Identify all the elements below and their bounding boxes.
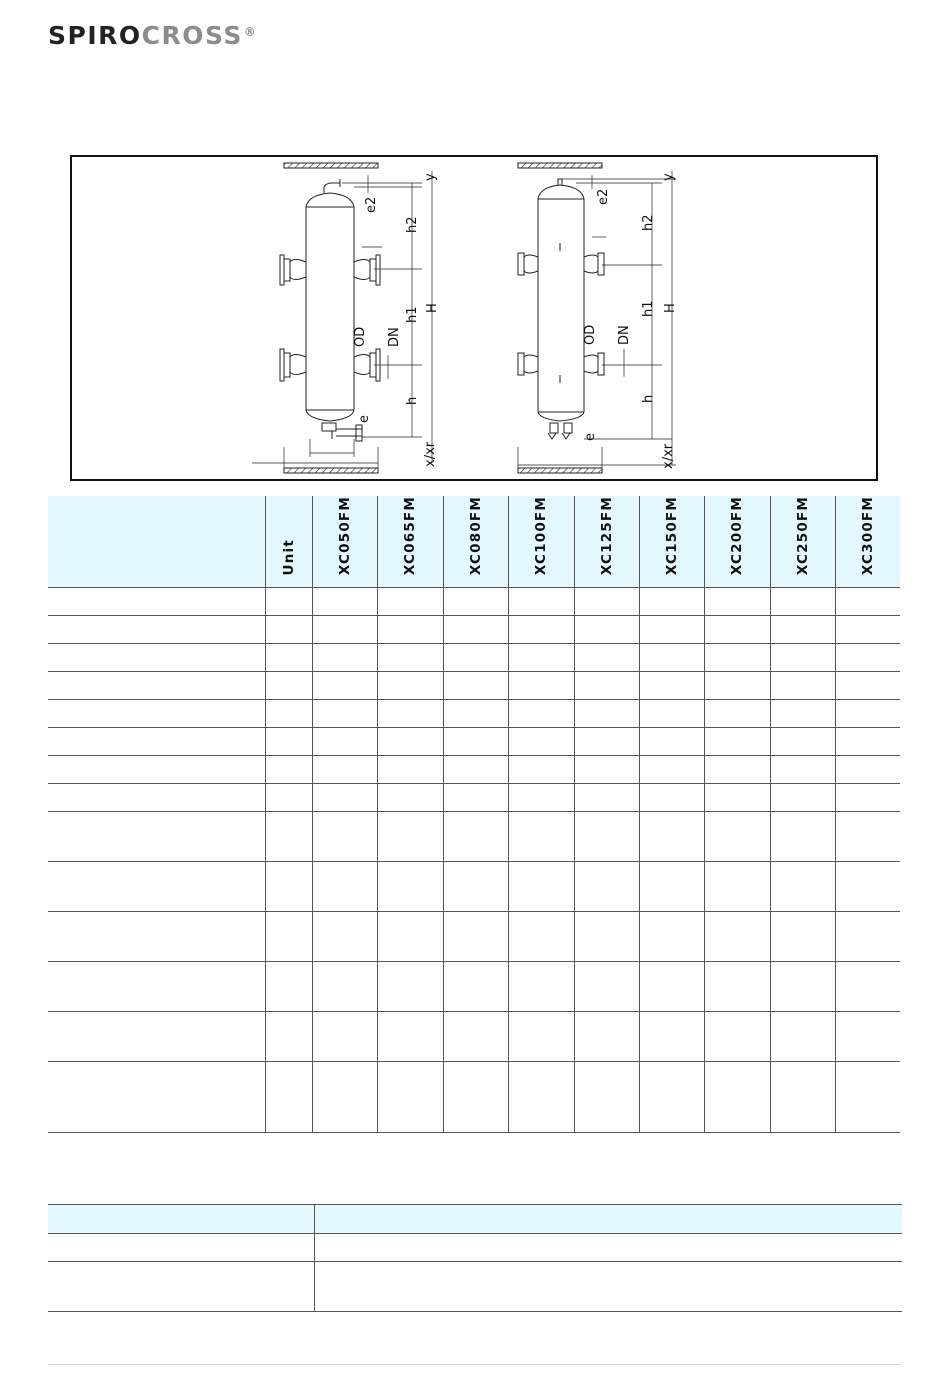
header-xc300fm: XC300FM xyxy=(835,496,900,588)
table-cell xyxy=(574,1012,639,1062)
table-cell xyxy=(265,812,312,862)
spec-header-row xyxy=(48,496,900,588)
table-row xyxy=(48,1234,902,1262)
table-row xyxy=(48,756,900,784)
label-DN-left: DN xyxy=(387,327,402,347)
table-cell xyxy=(443,644,508,672)
table-cell xyxy=(265,588,312,616)
table-row xyxy=(48,962,900,1012)
table-cell xyxy=(770,862,835,912)
table-cell xyxy=(48,962,265,1012)
table-cell xyxy=(574,700,639,728)
table-cell xyxy=(770,912,835,962)
brand-logo xyxy=(48,22,257,50)
table-cell xyxy=(508,700,574,728)
table-cell xyxy=(443,672,508,700)
label-h2-right: h2 xyxy=(641,214,656,231)
table-row xyxy=(48,1012,900,1062)
table-cell xyxy=(312,728,377,756)
separator-side-view xyxy=(518,163,676,473)
footer-divider xyxy=(48,1364,902,1365)
table-cell xyxy=(508,1062,574,1133)
table-cell xyxy=(704,672,770,700)
table-cell xyxy=(574,588,639,616)
header-xc050fm: XC050FM xyxy=(312,496,377,588)
table-cell xyxy=(835,962,900,1012)
table-cell xyxy=(377,700,443,728)
table-cell xyxy=(265,700,312,728)
table-cell xyxy=(508,672,574,700)
label-e-left: e xyxy=(357,415,372,423)
table-cell xyxy=(770,962,835,1012)
table-cell xyxy=(835,616,900,644)
table-cell xyxy=(639,728,704,756)
table-cell xyxy=(265,728,312,756)
table-cell xyxy=(639,912,704,962)
header-blank xyxy=(48,496,265,588)
table-cell xyxy=(48,812,265,862)
table-cell xyxy=(574,784,639,812)
table-cell xyxy=(574,912,639,962)
table-cell xyxy=(508,644,574,672)
table-cell xyxy=(704,728,770,756)
table-cell xyxy=(508,912,574,962)
table-cell xyxy=(704,784,770,812)
table-cell xyxy=(312,962,377,1012)
table-cell xyxy=(704,812,770,862)
table-cell xyxy=(265,784,312,812)
header-xc200fm: XC200FM xyxy=(704,496,770,588)
info-header-left xyxy=(48,1205,314,1234)
table-cell xyxy=(704,700,770,728)
table-cell xyxy=(312,1012,377,1062)
header-unit: Unit xyxy=(265,496,312,588)
table-cell xyxy=(377,862,443,912)
label-OD-left: OD xyxy=(353,326,368,347)
table-cell xyxy=(377,588,443,616)
table-cell xyxy=(377,616,443,644)
label-y-right: y xyxy=(661,173,676,181)
table-cell xyxy=(835,700,900,728)
table-cell xyxy=(704,962,770,1012)
table-row xyxy=(48,1262,902,1312)
table-cell xyxy=(770,700,835,728)
table-cell xyxy=(312,912,377,962)
table-cell xyxy=(443,1012,508,1062)
label-DN-right: DN xyxy=(617,325,632,345)
table-cell xyxy=(770,616,835,644)
table-cell xyxy=(574,812,639,862)
table-cell xyxy=(265,756,312,784)
table-cell xyxy=(377,728,443,756)
table-cell xyxy=(835,588,900,616)
table-cell xyxy=(508,862,574,912)
table-cell xyxy=(48,700,265,728)
label-h1-left: h1 xyxy=(405,306,420,323)
table-cell xyxy=(770,1062,835,1133)
table-row xyxy=(48,728,900,756)
label-h2-left: h2 xyxy=(405,216,420,233)
registered-mark: ® xyxy=(243,25,258,39)
table-cell xyxy=(265,962,312,1012)
table-cell xyxy=(48,1062,265,1133)
table-cell xyxy=(770,644,835,672)
table-cell xyxy=(704,1012,770,1062)
table-cell xyxy=(639,862,704,912)
table-cell xyxy=(770,784,835,812)
table-row xyxy=(48,672,900,700)
table-cell xyxy=(639,784,704,812)
table-row xyxy=(48,1062,900,1133)
table-cell xyxy=(835,756,900,784)
table-cell xyxy=(312,812,377,862)
table-cell xyxy=(377,812,443,862)
table-cell xyxy=(312,784,377,812)
header-xc065fm: XC065FM xyxy=(377,496,443,588)
table-cell xyxy=(443,1062,508,1133)
label-e2-left: e2 xyxy=(364,196,379,213)
table-cell xyxy=(508,812,574,862)
label-e-right: e xyxy=(583,433,598,441)
table-cell xyxy=(312,756,377,784)
label-e2-right: e2 xyxy=(596,188,611,205)
label-y-left: y xyxy=(423,173,438,181)
table-cell xyxy=(574,756,639,784)
table-cell xyxy=(48,756,265,784)
header-xc100fm: XC100FM xyxy=(508,496,574,588)
table-cell xyxy=(48,644,265,672)
label-h-left: h xyxy=(405,396,420,405)
table-cell xyxy=(770,672,835,700)
table-cell xyxy=(835,728,900,756)
header-xc125fm: XC125FM xyxy=(574,496,639,588)
table-cell xyxy=(508,728,574,756)
table-cell xyxy=(48,616,265,644)
table-cell xyxy=(508,756,574,784)
table-row xyxy=(48,616,900,644)
table-cell xyxy=(48,728,265,756)
table-cell xyxy=(443,962,508,1012)
table-cell xyxy=(704,588,770,616)
table-cell xyxy=(639,672,704,700)
table-cell xyxy=(639,812,704,862)
table-cell xyxy=(265,616,312,644)
info-header-row xyxy=(48,1205,902,1234)
table-cell xyxy=(312,644,377,672)
table-cell xyxy=(639,1012,704,1062)
table-cell xyxy=(835,644,900,672)
label-OD-right: OD xyxy=(583,324,598,345)
table-cell xyxy=(443,912,508,962)
table-cell xyxy=(574,644,639,672)
info-table xyxy=(48,1204,902,1312)
table-cell xyxy=(443,812,508,862)
table-cell xyxy=(574,862,639,912)
table-cell xyxy=(377,756,443,784)
table-cell xyxy=(574,962,639,1012)
table-row xyxy=(48,862,900,912)
table-cell xyxy=(639,588,704,616)
table-cell xyxy=(265,912,312,962)
table-cell xyxy=(574,672,639,700)
table-cell xyxy=(312,588,377,616)
table-cell xyxy=(377,912,443,962)
table-cell xyxy=(443,616,508,644)
table-row xyxy=(48,784,900,812)
table-cell xyxy=(48,912,265,962)
table-cell xyxy=(704,616,770,644)
table-cell xyxy=(377,644,443,672)
table-cell xyxy=(639,644,704,672)
table-cell xyxy=(443,700,508,728)
label-H-left: H xyxy=(425,303,440,313)
table-cell xyxy=(508,784,574,812)
table-cell xyxy=(835,812,900,862)
table-cell xyxy=(443,756,508,784)
table-cell xyxy=(835,1012,900,1062)
table-cell xyxy=(770,588,835,616)
table-cell xyxy=(770,812,835,862)
table-cell xyxy=(377,784,443,812)
table-cell xyxy=(312,862,377,912)
table-cell xyxy=(265,672,312,700)
table-cell xyxy=(48,862,265,912)
table-cell xyxy=(443,862,508,912)
table-cell xyxy=(704,644,770,672)
table-cell xyxy=(704,756,770,784)
table-cell xyxy=(704,1062,770,1133)
table-cell xyxy=(265,862,312,912)
table-cell xyxy=(639,1062,704,1133)
info-header-right xyxy=(314,1205,902,1234)
label-h-right: h xyxy=(641,394,656,403)
table-cell xyxy=(835,784,900,812)
table-cell xyxy=(377,1062,443,1133)
table-cell xyxy=(312,1062,377,1133)
table-cell xyxy=(265,1062,312,1133)
table-cell xyxy=(574,1062,639,1133)
table-cell xyxy=(377,1012,443,1062)
table-cell xyxy=(265,1012,312,1062)
header-xc150fm: XC150FM xyxy=(639,496,704,588)
table-cell xyxy=(48,1012,265,1062)
table-cell xyxy=(770,756,835,784)
table-cell xyxy=(574,616,639,644)
table-cell xyxy=(770,728,835,756)
specification-table xyxy=(48,496,900,1133)
table-cell xyxy=(443,588,508,616)
label-x-right: x/xr xyxy=(661,443,676,469)
table-cell xyxy=(377,962,443,1012)
table-cell xyxy=(377,672,443,700)
table-cell xyxy=(835,862,900,912)
table-cell xyxy=(704,912,770,962)
table-cell xyxy=(312,672,377,700)
table-cell xyxy=(639,756,704,784)
header-xc250fm: XC250FM xyxy=(770,496,835,588)
table-cell xyxy=(265,644,312,672)
table-cell xyxy=(835,672,900,700)
table-cell xyxy=(312,700,377,728)
table-cell xyxy=(770,1012,835,1062)
table-cell xyxy=(312,616,377,644)
table-cell xyxy=(48,588,265,616)
table-cell xyxy=(835,912,900,962)
table-cell xyxy=(639,700,704,728)
table-cell xyxy=(48,672,265,700)
table-cell xyxy=(835,1062,900,1133)
brand-logo-part1: SPIRO xyxy=(48,21,142,50)
table-row xyxy=(48,644,900,672)
table-row xyxy=(48,912,900,962)
table-cell xyxy=(639,616,704,644)
table-row xyxy=(48,588,900,616)
table-cell xyxy=(48,784,265,812)
table-row xyxy=(48,700,900,728)
table-cell xyxy=(639,962,704,1012)
label-x-left: x/xr xyxy=(423,441,438,467)
table-cell xyxy=(443,728,508,756)
label-H-right: H xyxy=(663,303,678,313)
table-cell xyxy=(508,962,574,1012)
dimension-drawing-svg xyxy=(72,157,878,481)
table-cell xyxy=(508,616,574,644)
table-cell xyxy=(508,1012,574,1062)
header-xc080fm: XC080FM xyxy=(443,496,508,588)
brand-logo-part2: CROSS xyxy=(141,21,243,50)
table-cell xyxy=(574,728,639,756)
table-cell xyxy=(508,588,574,616)
dimension-drawing xyxy=(70,155,878,481)
table-row xyxy=(48,812,900,862)
table-cell xyxy=(704,862,770,912)
table-cell xyxy=(443,784,508,812)
label-h1-right: h1 xyxy=(641,300,656,317)
